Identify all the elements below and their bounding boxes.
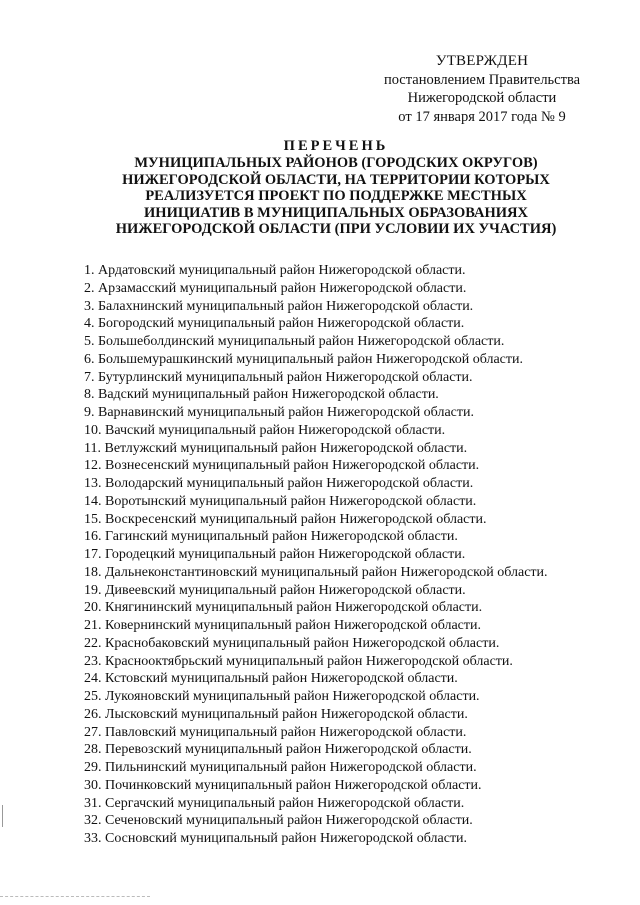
- document-subtitle: МУНИЦИПАЛЬНЫХ РАЙОНОВ (ГОРОДСКИХ ОКРУГОВ) НИЖЕГОРОДСКОЙ ОБЛАСТИ, НА ТЕРРИТОРИИ КОТОРЫХ РЕАЛИЗУЕТСЯ ПРОЕКТ ПО ПОДДЕРЖКЕ МЕСТНЫХ ИНИЦИАТИВ В МУНИЦИПАЛЬНЫХ ОБРАЗОВАНИЯХ НИЖЕГОРОДСКОЙ ОБЛАСТИ (ПРИ УСЛОВИИ ИХ УЧАСТИЯ): [115, 155, 557, 238]
- list-item: 16. Гагинский муниципальный район Нижегородской области.: [84, 529, 458, 545]
- list-item: 7. Бутурлинский муниципальный район Нижегородской области.: [84, 369, 473, 385]
- list-item: 3. Балахнинский муниципальный район Нижегородской области.: [84, 298, 474, 314]
- list-item: 33. Сосновский муниципальный район Нижегородской области.: [84, 831, 468, 846]
- approval-line-3: от 17 января 2017 года № 9: [398, 108, 566, 125]
- document-heading: [92, 138, 580, 237]
- list-item: 28. Перевозский муниципальный район Нижегородской области.: [84, 742, 472, 758]
- list-item: 27. Павловский муниципальный район Нижегородской области.: [84, 724, 467, 740]
- list-item: 11. Ветлужский муниципальный район Нижегородской области.: [84, 440, 468, 456]
- document-title: ПЕРЕЧЕНЬ: [283, 138, 389, 154]
- list-item: 2. Арзамасский муниципальный район Нижегородской области.: [84, 280, 467, 296]
- approval-line-2: Нижегородской области: [407, 90, 557, 106]
- list-item: 5. Большеболдинский муниципальный район Нижегородской области.: [84, 334, 505, 349]
- list-item: 6. Большемурашкинский муниципальный район Нижегородской области.: [84, 351, 523, 367]
- list-item: 29. Пильнинский муниципальный район Нижегородской области.: [84, 760, 477, 775]
- list-item: 14. Воротынский муниципальный район Нижегородской области.: [84, 493, 477, 509]
- list-item: 25. Лукояновский муниципальный район Нижегородской области.: [84, 689, 480, 704]
- list-item: 10. Вачский муниципальный район Нижегородской области.: [84, 422, 446, 438]
- district-list: [84, 262, 624, 848]
- list-item: 17. Городецкий муниципальный район Нижегородской области.: [84, 547, 466, 562]
- list-item: 15. Воскресенский муниципальный район Нижегородской области.: [84, 511, 487, 527]
- list-item: 8. Вадский муниципальный район Нижегородской области.: [84, 387, 439, 403]
- list-item: 18. Дальнеконстантиновский муниципальный район Нижегородской области.: [84, 564, 548, 580]
- scan-footer-artifact: [0, 896, 150, 898]
- list-item: 4. Богородский муниципальный район Нижегородской области.: [84, 316, 465, 332]
- list-item: 19. Дивеевский муниципальный район Нижегородской области.: [84, 582, 466, 598]
- list-item: 24. Кстовский муниципальный район Нижегородской области.: [84, 671, 458, 687]
- list-item: 32. Сеченовский муниципальный район Нижегородской области.: [84, 813, 473, 829]
- list-item: 31. Сергачский муниципальный район Нижегородской области.: [84, 795, 465, 811]
- list-item: 20. Княгининский муниципальный район Нижегородской области.: [84, 600, 483, 616]
- list-item: 23. Краснооктябрьский муниципальный район Нижегородской области.: [84, 653, 513, 669]
- list-item: 1. Ардатовский муниципальный район Нижегородской области.: [84, 263, 466, 278]
- approval-line-1: постановлением Правительства: [383, 71, 581, 88]
- scan-margin-mark: [2, 805, 3, 827]
- list-item: 12. Вознесенский муниципальный район Нижегородской области.: [84, 458, 480, 474]
- list-item: 30. Починковский муниципальный район Нижегородской области.: [84, 777, 482, 793]
- list-item: 9. Варнавинский муниципальный район Нижегородской области.: [84, 405, 474, 420]
- list-item: 21. Ковернинский муниципальный район Нижегородской области.: [84, 618, 481, 633]
- approval-title: УТВЕРЖДЕН: [435, 53, 529, 69]
- list-item: 13. Володарский муниципальный район Нижегородской области.: [84, 476, 474, 491]
- approval-stamp: [372, 52, 592, 126]
- list-item: 26. Лысковский муниципальный район Нижегородской области.: [84, 706, 468, 722]
- list-item: 22. Краснобаковский муниципальный район Нижегородской области.: [84, 635, 500, 651]
